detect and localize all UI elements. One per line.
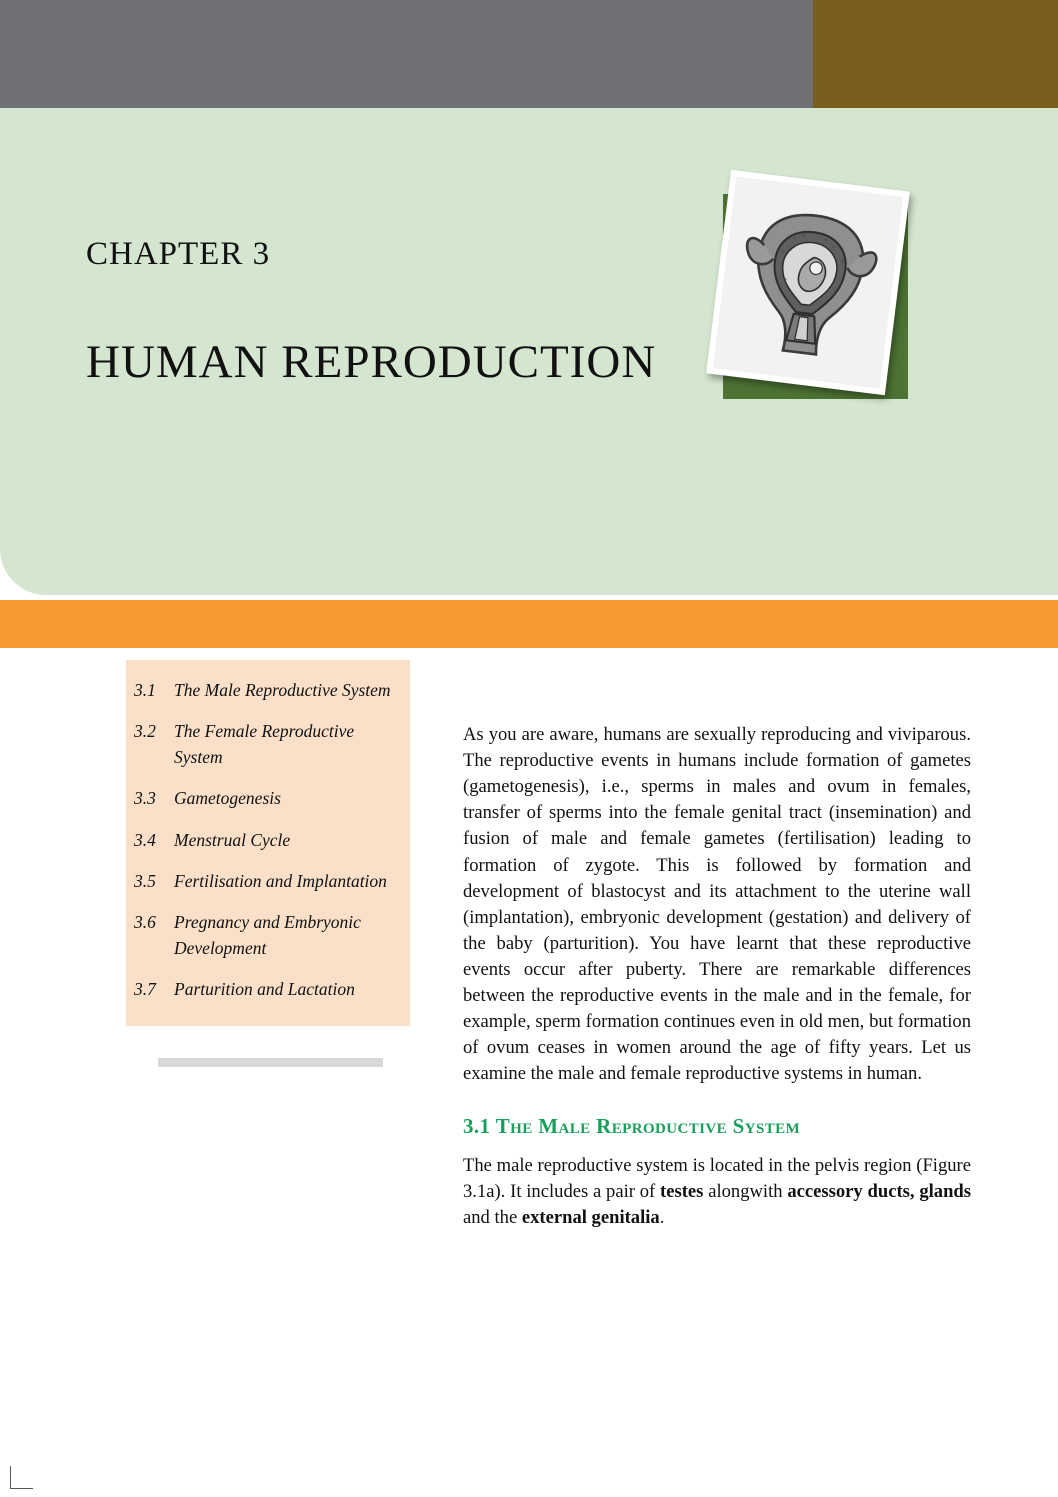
intro-paragraph: As you are aware, humans are sexually reproducing and viviparous. The reproductive events in humans include formation of gametes (gametogenesis), i.e., sperms in males and ovum in females, transfer of sperms into the female genital tract (insemination) and fusion of male and female gametes (fertilisation) leading to formation of zygote. This is followed by formation and development of blastocyst and its attachment to the uterine wall (implantation), embryonic development (gestation) and delivery of the baby (parturition). You have learnt that these reproductive events occur after puberty. There are remarkable differences between the reproductive events in the male and in the female, for example, sperm formation continues even in old men, but formation of ovum ceases in women around the age of fifty years. Let us examine the male and female reproductive systems in human. xyxy=(463,724,971,1085)
toc-underline-rule xyxy=(158,1058,383,1067)
section-text-part-2: alongwith xyxy=(703,1180,788,1202)
toc-label: The Female Reproductive System xyxy=(174,721,355,767)
list-item[interactable] xyxy=(126,910,394,961)
toc-label: Pregnancy and Embryonic Development xyxy=(174,912,361,958)
header-accent-block xyxy=(813,0,1058,108)
list-item[interactable] xyxy=(126,869,394,894)
section-text-part-1: The male reproductive system is located in the pelvis region (Figure 3.1a). It includes a pair of xyxy=(463,1154,971,1202)
section-heading xyxy=(463,1114,971,1139)
orange-divider-band xyxy=(0,600,1058,648)
toc-number: 3.5 xyxy=(134,870,156,891)
toc-number: 3.1 xyxy=(134,680,156,700)
list-item[interactable] xyxy=(126,719,394,770)
crop-mark-bottom-left xyxy=(10,1466,33,1489)
chapter-contents-list xyxy=(126,660,410,1026)
list-item[interactable] xyxy=(126,678,394,703)
section-paragraph xyxy=(463,1153,971,1231)
toc-label: Gametogenesis xyxy=(174,788,281,809)
chapter-label: CHAPTER 3 xyxy=(86,236,271,272)
toc-number: 3.7 xyxy=(134,979,156,999)
toc-label: Fertilisation and Implantation xyxy=(174,870,387,891)
section-number: 3.1 xyxy=(463,1113,491,1138)
toc-label: Parturition and Lactation xyxy=(174,979,355,999)
term-testes: testes xyxy=(660,1180,704,1202)
list-item[interactable] xyxy=(126,786,394,811)
toc-label: The Male Reproductive System xyxy=(174,680,391,700)
toc-number: 3.6 xyxy=(134,912,156,933)
uterus-embryo-icon xyxy=(713,176,903,388)
body-column xyxy=(463,722,971,1231)
section-text-part-4: . xyxy=(659,1206,665,1228)
toc-number: 3.3 xyxy=(134,788,156,809)
section-title: The Male Reproductive System xyxy=(495,1113,801,1138)
chapter-illustration xyxy=(718,180,923,410)
list-item[interactable] xyxy=(126,828,394,853)
toc-number: 3.4 xyxy=(134,829,156,850)
list-item[interactable] xyxy=(126,977,394,1002)
term-external-genitalia: external genitalia xyxy=(521,1206,660,1228)
illustration-image xyxy=(713,176,903,388)
page-title: HUMAN REPRODUCTION xyxy=(86,336,657,388)
term-accessory-ducts-glands: accessory ducts, glands xyxy=(787,1180,971,1202)
header-bar xyxy=(0,0,1058,108)
illustration-photo-frame xyxy=(706,170,910,395)
toc-label: Menstrual Cycle xyxy=(174,829,291,850)
toc-number: 3.2 xyxy=(134,721,156,742)
section-text-part-3: and the xyxy=(463,1206,522,1228)
